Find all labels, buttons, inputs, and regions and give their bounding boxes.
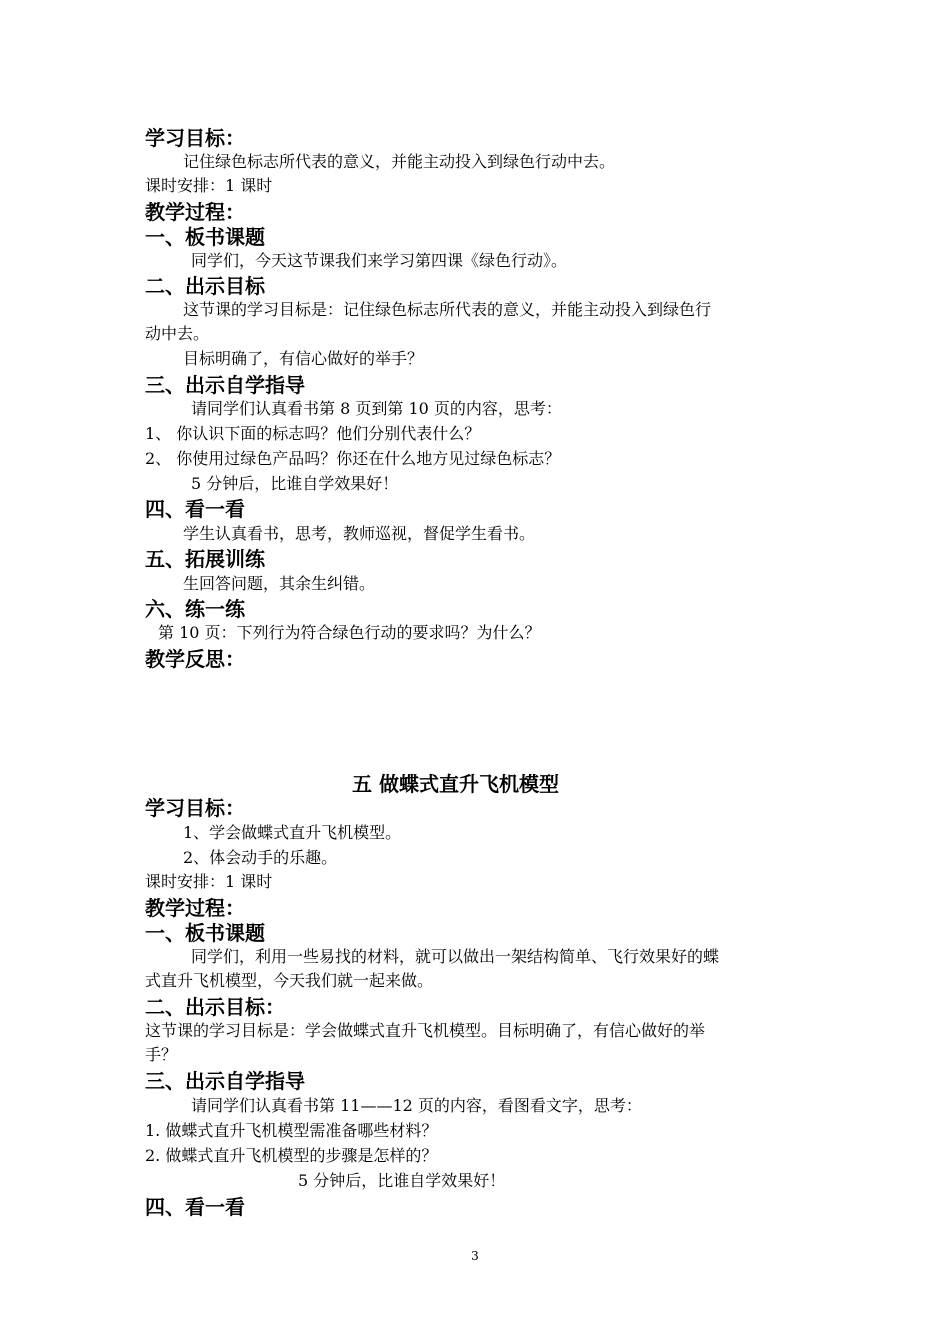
l5-section-2-text-b: 手？ <box>145 1045 178 1064</box>
heading-learning-goal-2: 学习目标： <box>145 796 245 820</box>
heading-section-3: 三、出示自学指导 <box>145 373 305 397</box>
heading-l5-section-1: 一、板书课题 <box>145 921 265 945</box>
section-2-text-a: 这节课的学习目标是：记住绿色标志所代表的意义，并能主动投入到绿色行 <box>183 300 712 319</box>
l5-section-1-text-a: 同学们，利用一些易找的材料，就可以做出一架结构简单、飞行效果好的蝶 <box>191 947 720 966</box>
page-number: 3 <box>471 1249 479 1263</box>
heading-teaching-process-2: 教学过程： <box>145 896 245 920</box>
goal-text: 记住绿色标志所代表的意义，并能主动投入到绿色行动中去。 <box>183 152 616 171</box>
question-2: 2、 你使用过绿色产品吗？你还在什么地方见过绿色标志？ <box>145 449 561 468</box>
heading-section-2: 二、出示目标 <box>145 274 265 298</box>
l5-section-3-text-b: 5 分钟后，比谁自学效果好！ <box>298 1171 506 1190</box>
heading-learning-goal: 学习目标： <box>145 126 245 150</box>
section-4-text: 学生认真看书，思考，教师巡视，督促学生看书。 <box>183 524 536 543</box>
section-3-text: 请同学们认真看书第 8 页到第 10 页的内容，思考： <box>191 399 562 418</box>
l5-section-2-text-a: 这节课的学习目标是：学会做蝶式直升飞机模型。目标明确了，有信心做好的举 <box>145 1021 706 1040</box>
schedule-text-2: 课时安排：1 课时 <box>145 872 273 891</box>
heading-section-4: 四、看一看 <box>145 497 245 521</box>
heading-teaching-process: 教学过程： <box>145 200 245 224</box>
heading-section-1: 一、板书课题 <box>145 225 265 249</box>
heading-l5-section-3: 三、出示自学指导 <box>145 1069 305 1093</box>
heading-l5-section-2: 二、出示目标： <box>145 995 285 1019</box>
heading-section-6: 六、练一练 <box>145 597 245 621</box>
l5-question-2: 2. 做蝶式直升飞机模型的步骤是怎样的？ <box>145 1146 438 1165</box>
section-3-text-b: 5 分钟后，比谁自学效果好！ <box>191 474 399 493</box>
section-1-text: 同学们，今天这节课我们来学习第四课《绿色行动》。 <box>191 251 568 270</box>
heading-section-5: 五、拓展训练 <box>145 547 265 571</box>
section-2-text-b: 动中去。 <box>145 324 210 343</box>
goal-2: 2、体会动手的乐趣。 <box>183 848 338 867</box>
section-2-text-c: 目标明确了，有信心做好的举手？ <box>183 349 424 368</box>
heading-l5-section-4: 四、看一看 <box>145 1195 245 1219</box>
l5-question-1: 1. 做蝶式直升飞机模型需准备哪些材料？ <box>145 1121 438 1140</box>
l5-section-1-text-b: 式直升飞机模型，今天我们就一起来做。 <box>145 971 434 990</box>
section-5-text: 生回答问题，其余生纠错。 <box>183 574 376 593</box>
question-1: 1、 你认识下面的标志吗？他们分别代表什么？ <box>145 424 481 443</box>
section-6-text: 第 10 页：下列行为符合绿色行动的要求吗？为什么？ <box>158 623 541 642</box>
goal-1: 1、学会做蝶式直升飞机模型。 <box>183 823 402 842</box>
lesson-title: 五 做蝶式直升飞机模型 <box>352 772 559 796</box>
schedule-text: 课时安排：1 课时 <box>145 176 273 195</box>
heading-reflection: 教学反思： <box>145 647 245 671</box>
l5-section-3-text: 请同学们认真看书第 11——12 页的内容，看图看文字，思考： <box>191 1096 642 1115</box>
